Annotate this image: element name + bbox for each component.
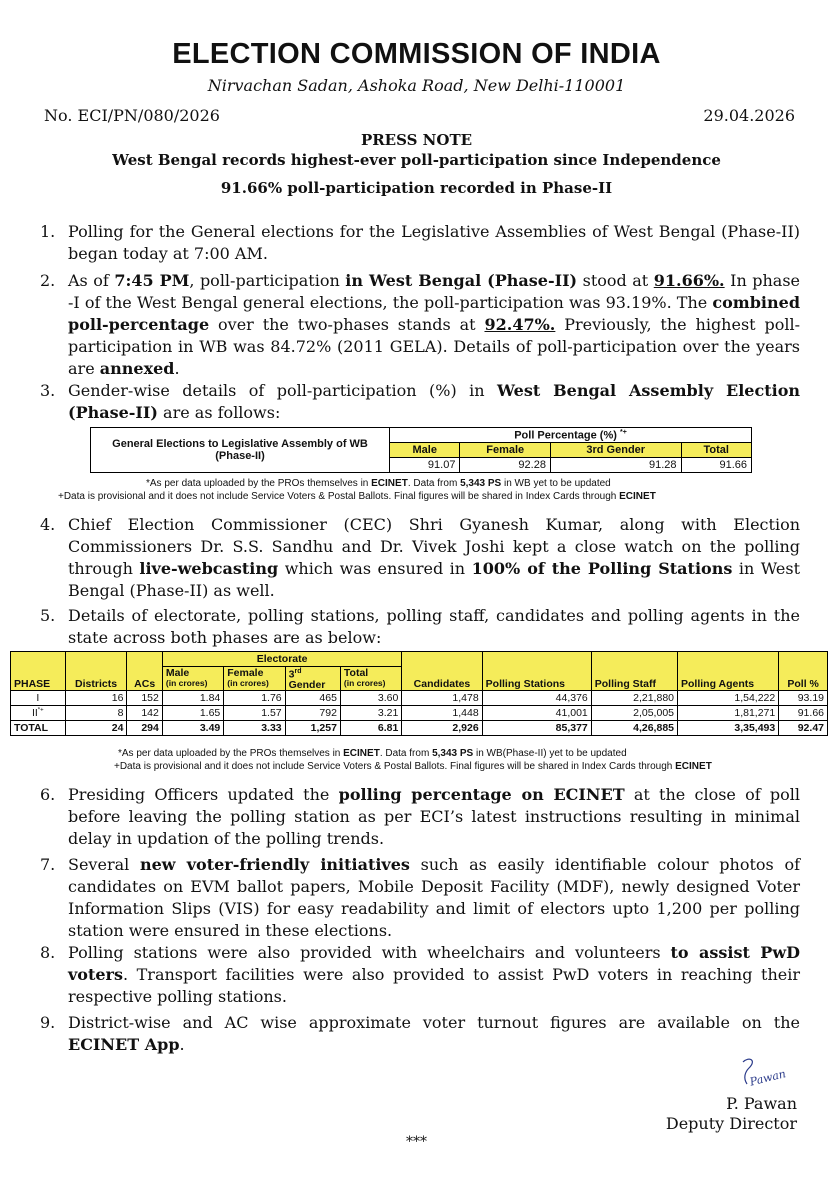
item-text: District-wise and AC wise approximate voter turnout figures are available on the ECINET App. [68, 1013, 800, 1054]
item-number: 9. [40, 1013, 56, 1032]
table-header: Districts [65, 652, 127, 691]
handwritten-signature [735, 1054, 795, 1094]
table-cell: 92.28 [460, 458, 551, 473]
headline: West Bengal records highest-ever poll-participation since Independence [112, 151, 721, 169]
item-text: Polling for the General elections for the Legislative Assemblies of West Bengal (Phase-II) began today at 7:00 AM. [68, 222, 800, 263]
item-number: 3. [40, 381, 56, 400]
item-text: Gender-wise details of poll-participation (%) in West Bengal Assembly Election (Phase-II) are as follows: [68, 381, 800, 422]
table-header: ACs [127, 652, 162, 691]
item-number: 4. [40, 515, 56, 534]
item-text: Details of electorate, polling stations, polling staff, candidates and polling agents in the state across both phases are as below: [68, 606, 800, 647]
table-row: I 16 152 1.84 1.76 465 3.60 1,478 44,376 2,21,880 1,54,222 93.19 [11, 690, 828, 705]
table-header: Candidates [402, 652, 482, 691]
item-text: Several new voter-friendly initiatives such as easily identifiable colour photos of candidates on EVM ballot papers, Mobile Deposit Facility (MDF), newly designed Voter Information Slips (VIS) for easy readability and limit of electors upto 1,200 per polling station were ensured in these elections. [68, 855, 800, 940]
table-cell: 91.07 [390, 458, 460, 473]
table-header: Male [390, 443, 460, 458]
table-cell: 91.66 [681, 458, 752, 473]
table-header: Polling Staff [591, 652, 677, 691]
table-footnote: *As per data uploaded by the PROs themselves in ECINET. Data from 5,343 PS in WB(Phase-II) yet to be updated [118, 748, 627, 759]
table-cell: 91.28 [550, 458, 681, 473]
table-header: Male (in crores) [162, 667, 223, 691]
table-header: Female (in crores) [224, 667, 285, 691]
table-header: Total (in crores) [340, 667, 401, 691]
list-item [40, 854, 800, 942]
item-text: Polling stations were also provided with wheelchairs and volunteers to assist PwD voters. Transport facilities were also provided to assist PwD voters in reaching their respective polling stations. [68, 943, 800, 1006]
item-number: 6. [40, 785, 56, 804]
reference-number: No. ECI/PN/080/2026 [44, 106, 220, 125]
subheadline: 91.66% poll-participation recorded in Phase-II [220, 179, 613, 197]
table-header: PHASE [11, 652, 66, 691]
table-row-label: General Elections to Legislative Assembly of WB (Phase-II) [91, 428, 390, 473]
list-item [40, 270, 800, 380]
list-item [40, 1012, 800, 1056]
press-note-label: PRESS NOTE [360, 131, 473, 149]
table-row: II*+ 8 142 1.65 1.57 792 3.21 1,448 41,001 2,05,005 1,81,271 91.66 [11, 705, 828, 720]
svg-text:Pawan: Pawan [748, 1067, 788, 1089]
table-header: Poll % [779, 652, 828, 691]
table-row-total: TOTAL 24 294 3.49 3.33 1,257 6.81 2,926 85,377 4,26,885 3,35,493 92.47 [11, 720, 828, 735]
table-footnote: *As per data uploaded by the PROs themselves in ECINET. Data from 5,343 PS in WB yet to be updated [146, 478, 611, 489]
item-text: Chief Election Commissioner (CEC) Shri Gyanesh Kumar, along with Election Commissioners Dr. S.S. Sandhu and Dr. Vivek Joshi kept a close watch on the polling through live-webcasting which was ensured in 100% of the Polling Stations in West Bengal (Phase-II) as well. [68, 515, 801, 600]
item-number: 7. [40, 855, 56, 874]
signatory-name: P. Pawan [726, 1094, 797, 1113]
table-header: Female [460, 443, 551, 458]
item-text: Presiding Officers updated the polling percentage on ECINET at the close of poll before leaving the polling station as per ECI’s latest instructions resulting in minimal delay in updation of the polling trends. [68, 785, 801, 848]
list-item [40, 605, 800, 649]
signatory-designation: Deputy Director [665, 1114, 797, 1133]
item-number: 8. [40, 943, 56, 962]
item-text: As of 7:45 PM, poll-participation in West Bengal (Phase-II) stood at 91.66%. In phase -I of the West Bengal general elections, the poll-participation was 93.19%. The combined poll-percentage over the two-phases stands at 92.47%. Previously, the highest poll-participation in WB was 84.72% (2011 GELA). Details of poll-participation over the years are annexed. [68, 271, 801, 378]
item-number: 1. [40, 222, 56, 241]
table-header: Polling Stations [482, 652, 591, 691]
list-item [40, 784, 800, 850]
org-title: ELECTION COMMISSION OF INDIA [172, 38, 661, 70]
item-number: 5. [40, 606, 56, 625]
table-header: Total [681, 443, 752, 458]
list-item [40, 514, 800, 602]
list-item [40, 380, 800, 424]
org-address: Nirvachan Sadan, Ashoka Road, New Delhi-110001 [207, 76, 626, 95]
gender-poll-table [90, 427, 752, 473]
table-header: 3rd Gender [550, 443, 681, 458]
list-item [40, 221, 800, 265]
table-header: Polling Agents [678, 652, 779, 691]
table-header: 3rd Gender [285, 667, 340, 691]
table-footnote: +Data is provisional and it does not include Service Voters & Postal Ballots. Final figures will be shared in Index Cards through ECINET [58, 491, 656, 502]
phase-details-table [10, 651, 828, 736]
press-note-date: 29.04.2026 [703, 106, 795, 125]
table-group-header: Poll Percentage (%) *+ [390, 428, 752, 443]
list-item [40, 942, 800, 1008]
end-mark: *** [406, 1134, 427, 1150]
table-group-header: Electorate [162, 652, 401, 667]
table-footnote: +Data is provisional and it does not include Service Voters & Postal Ballots. Final figures will be shared in Index Cards through ECINET [114, 761, 712, 772]
item-number: 2. [40, 271, 56, 290]
